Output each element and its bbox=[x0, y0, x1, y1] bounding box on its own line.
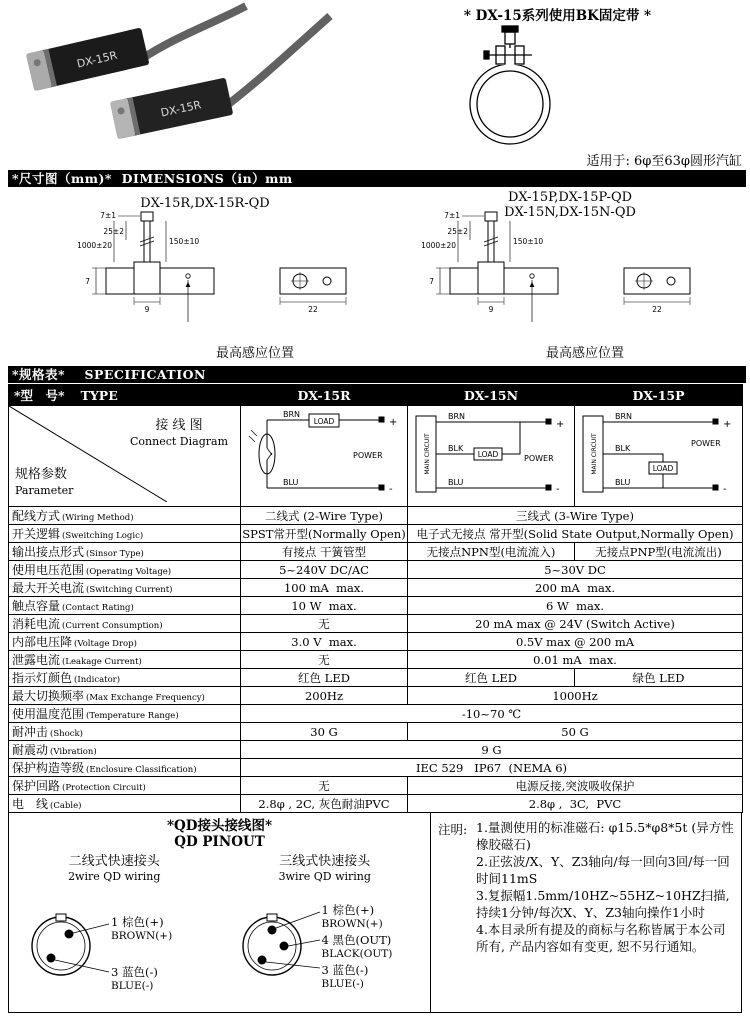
spec-cell: 绿色 LED bbox=[575, 669, 743, 687]
spec-row-label-en: (Temperature Range) bbox=[86, 711, 179, 721]
dim-label-cable: 1000±20 bbox=[421, 241, 456, 250]
note-item-3: 3.复振幅1.5mm/10HZ~55HZ~10HZ扫描, 持续1分钟/每次X、Y、Z3轴向操作1小时 bbox=[476, 888, 730, 920]
model-header-dx15r: DX-15R bbox=[241, 385, 408, 406]
spec-table bbox=[8, 384, 743, 813]
parameter-label bbox=[15, 467, 73, 499]
pin-cn: 棕色(+) bbox=[121, 915, 164, 929]
dim-label-body-h: 7 bbox=[85, 277, 90, 286]
connect-label-cn: 接 线 图 bbox=[155, 418, 203, 433]
pin-num: 3 bbox=[111, 965, 119, 979]
spec-cell: 100 mA max. bbox=[241, 579, 408, 597]
notes-panel bbox=[431, 813, 741, 1012]
dim-label-body-w2: 22 bbox=[652, 305, 662, 314]
spec-row bbox=[9, 525, 743, 543]
spec-row-label bbox=[9, 795, 241, 813]
band-clamp-drawing bbox=[452, 18, 570, 154]
spec-row-label-en: (Switching Current) bbox=[86, 585, 173, 595]
type-header-cn: *型 号* bbox=[14, 388, 65, 403]
band-caption: 适用于: 6φ至63φ圆形汽缸 bbox=[586, 154, 742, 169]
pin-cn: 黑色(OUT) bbox=[332, 933, 392, 947]
connect-diagram-label bbox=[130, 418, 228, 450]
spec-row bbox=[9, 777, 743, 795]
spec-cell: 二线式 (2-Wire Type) bbox=[241, 507, 408, 525]
qd-three-wire-title bbox=[220, 854, 431, 884]
spec-row bbox=[9, 687, 743, 705]
dimensions-header-bar: *尺寸图（mm)* DIMENSIONS（in）mm bbox=[8, 170, 746, 187]
note-item-4: 4.本目录所有提及的商标与名称皆属于本公司所有, 产品内容如有变更, 恕不另行通知。 bbox=[476, 922, 726, 954]
dim-label-cable: 1000±20 bbox=[77, 241, 112, 250]
plus-terminal: + bbox=[723, 419, 732, 430]
spec-cell: SPST常开型(Normally Open) bbox=[242, 526, 406, 541]
spec-cell: 5~30V DC bbox=[408, 561, 743, 579]
pin-en: BLUE(-) bbox=[111, 980, 154, 992]
note-items bbox=[476, 820, 735, 1012]
bottom-section bbox=[8, 813, 742, 1013]
spec-row-label-cn: 使用电压范围 bbox=[12, 563, 85, 577]
spec-row-label-en: (Shock) bbox=[50, 729, 83, 739]
pin-en: BLUE(-) bbox=[321, 978, 364, 990]
spec-rows bbox=[9, 507, 743, 813]
spec-row-label-cn: 消耗电流 bbox=[12, 617, 61, 631]
spec-row-label-cn: 保护构造等级 bbox=[12, 761, 85, 775]
qd-three-wire-title-cn: 三线式快速接头 bbox=[279, 854, 371, 869]
spec-cell: 无接点PNP型(电流流出) bbox=[575, 543, 743, 561]
dim-drawing-left bbox=[48, 210, 383, 344]
spec-row bbox=[9, 543, 743, 561]
wire-label-brn: BRN bbox=[283, 410, 301, 419]
connect-diagram-row bbox=[9, 406, 743, 507]
parameter-label-en: Parameter bbox=[15, 484, 74, 497]
qd-pin-label bbox=[322, 964, 369, 991]
spec-row-label-cn: 保护回路 bbox=[12, 779, 61, 793]
qd-pin-label bbox=[322, 934, 393, 961]
qd-three-wire-title-en: 3wire QD wiring bbox=[278, 870, 371, 883]
spec-row-label-en: (Vibration) bbox=[50, 747, 97, 757]
spec-row-label-cn: 最大切换频率 bbox=[12, 689, 85, 703]
sensor-label-2: DX-15R bbox=[159, 98, 203, 120]
spec-row-label bbox=[9, 687, 241, 705]
model-header-dx15p: DX-15P bbox=[575, 385, 743, 406]
spec-row bbox=[9, 705, 743, 723]
dim-label-mid: 25±2 bbox=[103, 227, 124, 236]
sensor-label-1: DX-15R bbox=[75, 48, 119, 71]
spec-cell: 200Hz bbox=[241, 687, 408, 705]
wire-label-blu: BLU bbox=[283, 478, 299, 487]
spec-row-label bbox=[9, 579, 241, 597]
plus-terminal: + bbox=[556, 419, 565, 430]
spec-cell: 电子式无接点 常开型(Solid State Output,Normally Open) bbox=[408, 525, 743, 543]
spec-row bbox=[9, 561, 743, 579]
spec-cell: 5~240V DC/AC bbox=[241, 561, 408, 579]
qd-three-wire bbox=[220, 854, 431, 1006]
spec-row-label bbox=[9, 669, 241, 687]
spec-cell: 无 bbox=[241, 651, 408, 669]
qd-two-wire-title bbox=[9, 854, 220, 884]
spec-cell: 无接点NPN型(电流流入) bbox=[408, 543, 575, 561]
spec-cell: 0.5V max @ 200 mA bbox=[408, 633, 743, 651]
spec-row-label-en: (Max Exchange Frequency) bbox=[86, 693, 205, 703]
load-label: LOAD bbox=[477, 450, 499, 459]
spec-row-label bbox=[9, 777, 241, 795]
dim-caption-right: 最高感应位置 bbox=[545, 346, 624, 361]
spec-cell: 20 mA max @ 24V (Switch Active) bbox=[408, 615, 743, 633]
spec-row-label-en: (Operating Voltage) bbox=[86, 567, 172, 577]
spec-row bbox=[9, 615, 743, 633]
pin-cn: 棕色(+) bbox=[332, 903, 375, 917]
spec-row-label-en: (Sweitching Logic) bbox=[62, 531, 144, 541]
spec-cell: 0.01 mA max. bbox=[408, 651, 743, 669]
parameter-label-cn: 规格参数 bbox=[15, 467, 68, 482]
sensor-cable-2 bbox=[226, 16, 330, 106]
spec-row-label bbox=[9, 705, 241, 723]
dim-label-side: 150±10 bbox=[169, 237, 200, 246]
spec-row-label-cn: 使用温度范围 bbox=[12, 707, 85, 721]
spec-row-label-en: (Current Consumption) bbox=[62, 621, 163, 631]
qd-two-wire-title-en: 2wire QD wiring bbox=[68, 870, 161, 883]
spec-cell: 30 G bbox=[241, 723, 408, 741]
spec-row-label-cn: 耐震动 bbox=[12, 743, 49, 757]
spec-row-label-en: (Cable) bbox=[50, 801, 82, 811]
spec-row-label bbox=[9, 543, 241, 561]
spec-row-label bbox=[9, 615, 241, 633]
spec-cell: 有接点 干簧管型 bbox=[241, 543, 408, 561]
plus-terminal: + bbox=[389, 417, 398, 428]
qd-pin-label bbox=[111, 916, 172, 943]
spec-cell: 9 G bbox=[241, 741, 743, 759]
spec-row bbox=[9, 741, 743, 759]
spec-row-label-cn: 最大开关电流 bbox=[12, 581, 85, 595]
spec-row-label-en: (Contact Rating) bbox=[62, 603, 134, 613]
spec-cell: 电源反接,突波吸收保护 bbox=[408, 777, 743, 795]
spec-cell: 200 mA max. bbox=[408, 579, 743, 597]
qd-two-wire bbox=[9, 854, 220, 1006]
spec-row-label bbox=[9, 651, 241, 669]
band-clamp-icon bbox=[452, 18, 570, 150]
sensor-photo-illustration bbox=[8, 2, 373, 168]
spec-row-label-cn: 开关逻辑 bbox=[12, 527, 61, 541]
main-circuit-label: MAIN CIRCUIT bbox=[424, 433, 431, 475]
spec-row bbox=[9, 723, 743, 741]
qd-two-wire-title-cn: 二线式快速接头 bbox=[68, 854, 160, 869]
spec-row bbox=[9, 597, 743, 615]
spec-row bbox=[9, 795, 743, 813]
qd-title bbox=[9, 818, 430, 850]
dim-label-top: 7±1 bbox=[444, 211, 460, 220]
dim-left-title: DX-15R,DX-15R-QD bbox=[140, 196, 270, 211]
load-label: LOAD bbox=[652, 464, 674, 473]
power-label: POWER bbox=[353, 451, 383, 460]
note-item-1: 1.量测使用的标准磁石: φ15.5*φ8*5t (异方性橡胶磁石) bbox=[476, 820, 734, 852]
sensor-body-1 bbox=[26, 27, 150, 91]
spec-row-label bbox=[9, 597, 241, 615]
pin-en: BLACK(OUT) bbox=[321, 948, 393, 960]
dim-label-body-w1: 9 bbox=[488, 305, 494, 314]
spec-cell: 三线式 (3-Wire Type) bbox=[408, 507, 743, 525]
spec-row bbox=[9, 507, 743, 525]
spec-cell: 3.0 V max. bbox=[241, 633, 408, 651]
note-item-2: 2.正弦波/X、Y、Z3轴向/每一回向3回/每一回时间11mS bbox=[476, 854, 730, 886]
power-label: POWER bbox=[524, 454, 554, 463]
circuit-diagram-dx15n bbox=[408, 406, 575, 507]
circuit-diagram-dx15r bbox=[241, 406, 408, 507]
spec-cell: 无 bbox=[241, 777, 408, 795]
spec-cell: 10 W max. bbox=[241, 597, 408, 615]
spec-row-label-cn: 内部电压降 bbox=[12, 635, 73, 649]
pin-num: 1 bbox=[321, 903, 329, 917]
spec-row-label-en: (Wiring Method) bbox=[62, 513, 134, 523]
connect-diagram-label-cell bbox=[9, 406, 241, 507]
spec-row-label-en: (Leakage Current) bbox=[62, 657, 142, 667]
type-header-en: TYPE bbox=[80, 388, 118, 403]
dim-right-title-line2: DX-15N,DX-15N-QD bbox=[504, 205, 636, 220]
spec-row-label-cn: 配线方式 bbox=[12, 509, 61, 523]
dim-label-mid: 25±2 bbox=[447, 227, 468, 236]
spec-row-label-en: (Voltage Drop) bbox=[74, 639, 137, 649]
pin-en: BROWN(+) bbox=[321, 918, 383, 930]
spec-cell: 6 W max. bbox=[408, 597, 743, 615]
dim-label-body-w2: 22 bbox=[308, 305, 318, 314]
spec-cell: 50 G bbox=[408, 723, 743, 741]
dim-label-body-w1: 9 bbox=[144, 305, 150, 314]
spec-row bbox=[9, 651, 743, 669]
spec-row-label bbox=[9, 633, 241, 651]
dim-label-side: 150±10 bbox=[513, 237, 544, 246]
wire-label-blk: BLK bbox=[448, 444, 464, 453]
spec-cell: 无 bbox=[241, 615, 408, 633]
spec-section bbox=[8, 384, 742, 1013]
wire-label-blu: BLU bbox=[448, 478, 464, 487]
spec-row-label bbox=[9, 561, 241, 579]
spec-row-label-cn: 耐冲击 bbox=[12, 725, 49, 739]
wire-label-blk: BLK bbox=[615, 444, 631, 453]
spec-row-label bbox=[9, 723, 241, 741]
dim-label-body-h: 7 bbox=[429, 277, 434, 286]
pin-num: 3 bbox=[321, 963, 329, 977]
wire-label-brn: BRN bbox=[448, 412, 466, 421]
spec-row-label bbox=[9, 759, 241, 777]
connect-label-en: Connect Diagram bbox=[130, 435, 228, 448]
spec-row-label-cn: 触点容量 bbox=[12, 599, 61, 613]
spec-row bbox=[9, 669, 743, 687]
spec-row-label bbox=[9, 507, 241, 525]
pin-en: BROWN(+) bbox=[111, 930, 173, 942]
pin-num: 1 bbox=[111, 915, 119, 929]
notes-prefix: 注明: bbox=[438, 822, 468, 837]
spec-row-label bbox=[9, 741, 241, 759]
minus-terminal: - bbox=[723, 484, 727, 495]
load-label: LOAD bbox=[313, 417, 335, 426]
specification-header-bar: *规格表* SPECIFICATION bbox=[8, 366, 746, 383]
spec-cell: -10~70 ℃ bbox=[241, 705, 743, 723]
type-header-cell bbox=[9, 385, 241, 406]
product-photos bbox=[8, 2, 373, 172]
pin-num: 4 bbox=[321, 933, 329, 947]
spec-row-label-cn: 泄露电流 bbox=[12, 653, 61, 667]
minus-terminal: - bbox=[389, 484, 393, 495]
spec-row bbox=[9, 759, 743, 777]
wire-label-blu: BLU bbox=[615, 478, 631, 487]
fixing-band-note: * DX-15系列使用BK固定带 * bbox=[463, 8, 652, 24]
spec-cell: 1000Hz bbox=[408, 687, 743, 705]
dim-label-top: 7±1 bbox=[100, 211, 116, 220]
wire-label-brn: BRN bbox=[615, 412, 633, 421]
minus-terminal: - bbox=[556, 484, 560, 495]
spec-row-label-en: (Indicator) bbox=[74, 675, 121, 685]
spec-cell: 红色 LED bbox=[241, 669, 408, 687]
qd-pin-label bbox=[322, 904, 383, 931]
sensor-cable-1 bbox=[140, 6, 246, 60]
power-label: POWER bbox=[691, 439, 721, 448]
spec-header-row bbox=[9, 385, 743, 406]
spec-row-label-en: (Sinsor Type) bbox=[86, 549, 144, 559]
qd-pin-label bbox=[111, 966, 158, 993]
main-circuit-label: MAIN CIRCUIT bbox=[591, 433, 598, 475]
circuit-diagram-dx15p bbox=[575, 406, 743, 507]
spec-cell: 2.8φ , 2C, 灰色耐油PVC bbox=[241, 795, 408, 813]
pin-cn: 蓝色(-) bbox=[332, 963, 369, 977]
spec-row bbox=[9, 633, 743, 651]
spec-row-label-cn: 输出接点形式 bbox=[12, 545, 85, 559]
qd-title-en: QD PINOUT bbox=[174, 834, 265, 850]
qd-pinout-panel bbox=[9, 813, 431, 1012]
spec-cell: 红色 LED bbox=[408, 669, 575, 687]
dim-right-title-line1: DX-15P,DX-15P-QD bbox=[507, 190, 633, 205]
spec-row-label-cn: 电 线 bbox=[12, 797, 49, 811]
spec-row-label-en: (Enclosure Classification) bbox=[86, 765, 197, 775]
dim-drawing-right bbox=[392, 210, 727, 344]
spec-row-label-en: (Protection Circuit) bbox=[62, 783, 146, 793]
spec-row-label-cn: 指示灯颜色 bbox=[12, 671, 73, 685]
qd-title-cn: *QD接头接线图* bbox=[166, 818, 273, 834]
spec-cell: 2.8φ , 3C, PVC bbox=[408, 795, 743, 813]
spec-row-label bbox=[9, 525, 241, 543]
spec-cell: IEC 529 IP67 (NEMA 6) bbox=[241, 759, 743, 777]
sensor-body-2 bbox=[110, 77, 233, 139]
pin-cn: 蓝色(-) bbox=[121, 965, 158, 979]
dim-caption-left: 最高感应位置 bbox=[215, 346, 294, 361]
spec-row bbox=[9, 579, 743, 597]
model-header-dx15n: DX-15N bbox=[408, 385, 575, 406]
